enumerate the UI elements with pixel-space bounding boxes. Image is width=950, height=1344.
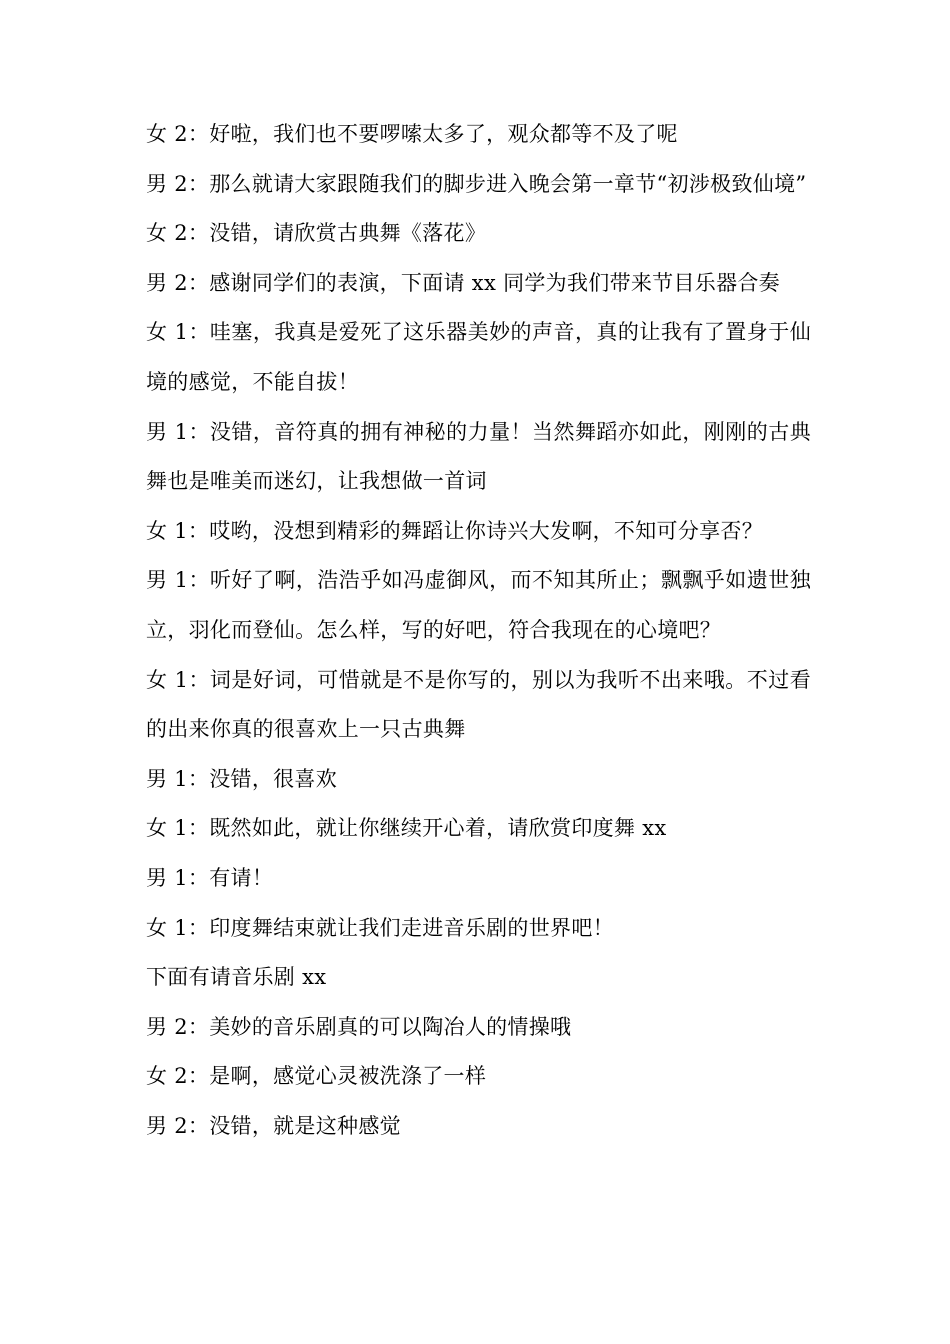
dialogue-line: 男 2：感谢同学们的表演，下面请 xx 同学为我们带来节目乐器合奏: [146, 270, 780, 295]
dialogue-line: 女 2：是啊，感觉心灵被洗涤了一样: [146, 1064, 487, 1089]
script-body: [146, 110, 811, 1151]
dialogue-line: 女 2：没错，请欣赏古典舞《落花》: [146, 221, 487, 246]
dialogue-line: 女 1：既然如此，就让你继续开心着，请欣赏印度舞 xx: [146, 816, 667, 841]
dialogue-line: 男 1：听好了啊，浩浩乎如冯虚御风，而不知其所止；飘飘乎如遗世独立，羽化而登仙。怎么样，写的好吧，符合我现在的心境吧？: [146, 568, 811, 642]
dialogue-line: 女 1：词是好词，可惜就是不是你写的，别以为我听不出来哦。不过看的出来你真的很喜欢上一只古典舞: [146, 667, 811, 742]
dialogue-line: 男 2：美妙的音乐剧真的可以陶冶人的情操哦: [146, 1014, 572, 1039]
dialogue-line: 男 1：没错，很喜欢: [146, 766, 338, 791]
dialogue-line: 男 1：没错，音符真的拥有神秘的力量！当然舞蹈亦如此，刚刚的古典舞也是唯美而迷幻，让我想做一首词: [146, 419, 811, 494]
dialogue-line: 男 2：没错，就是这种感觉: [146, 1113, 401, 1138]
dialogue-line: 女 1：哇塞，我真是爱死了这乐器美妙的声音，真的让我有了置身于仙境的感觉，不能自拔！: [146, 320, 811, 394]
dialogue-line: 女 1：印度舞结束就让我们走进音乐剧的世界吧！: [146, 915, 614, 940]
dialogue-line: 男 2：那么就请大家跟随我们的脚步进入晚会第一章节“初涉极致仙境”: [146, 171, 807, 196]
dialogue-line: 下面有请音乐剧 xx: [146, 965, 327, 990]
dialogue-line: 男 1：有请！: [146, 865, 274, 890]
dialogue-line: 女 1：哎哟，没想到精彩的舞蹈让你诗兴大发啊，不知可分享否？: [146, 518, 764, 543]
dialogue-line: 女 2：好啦，我们也不要啰嗦太多了，观众都等不及了呢: [146, 122, 678, 146]
